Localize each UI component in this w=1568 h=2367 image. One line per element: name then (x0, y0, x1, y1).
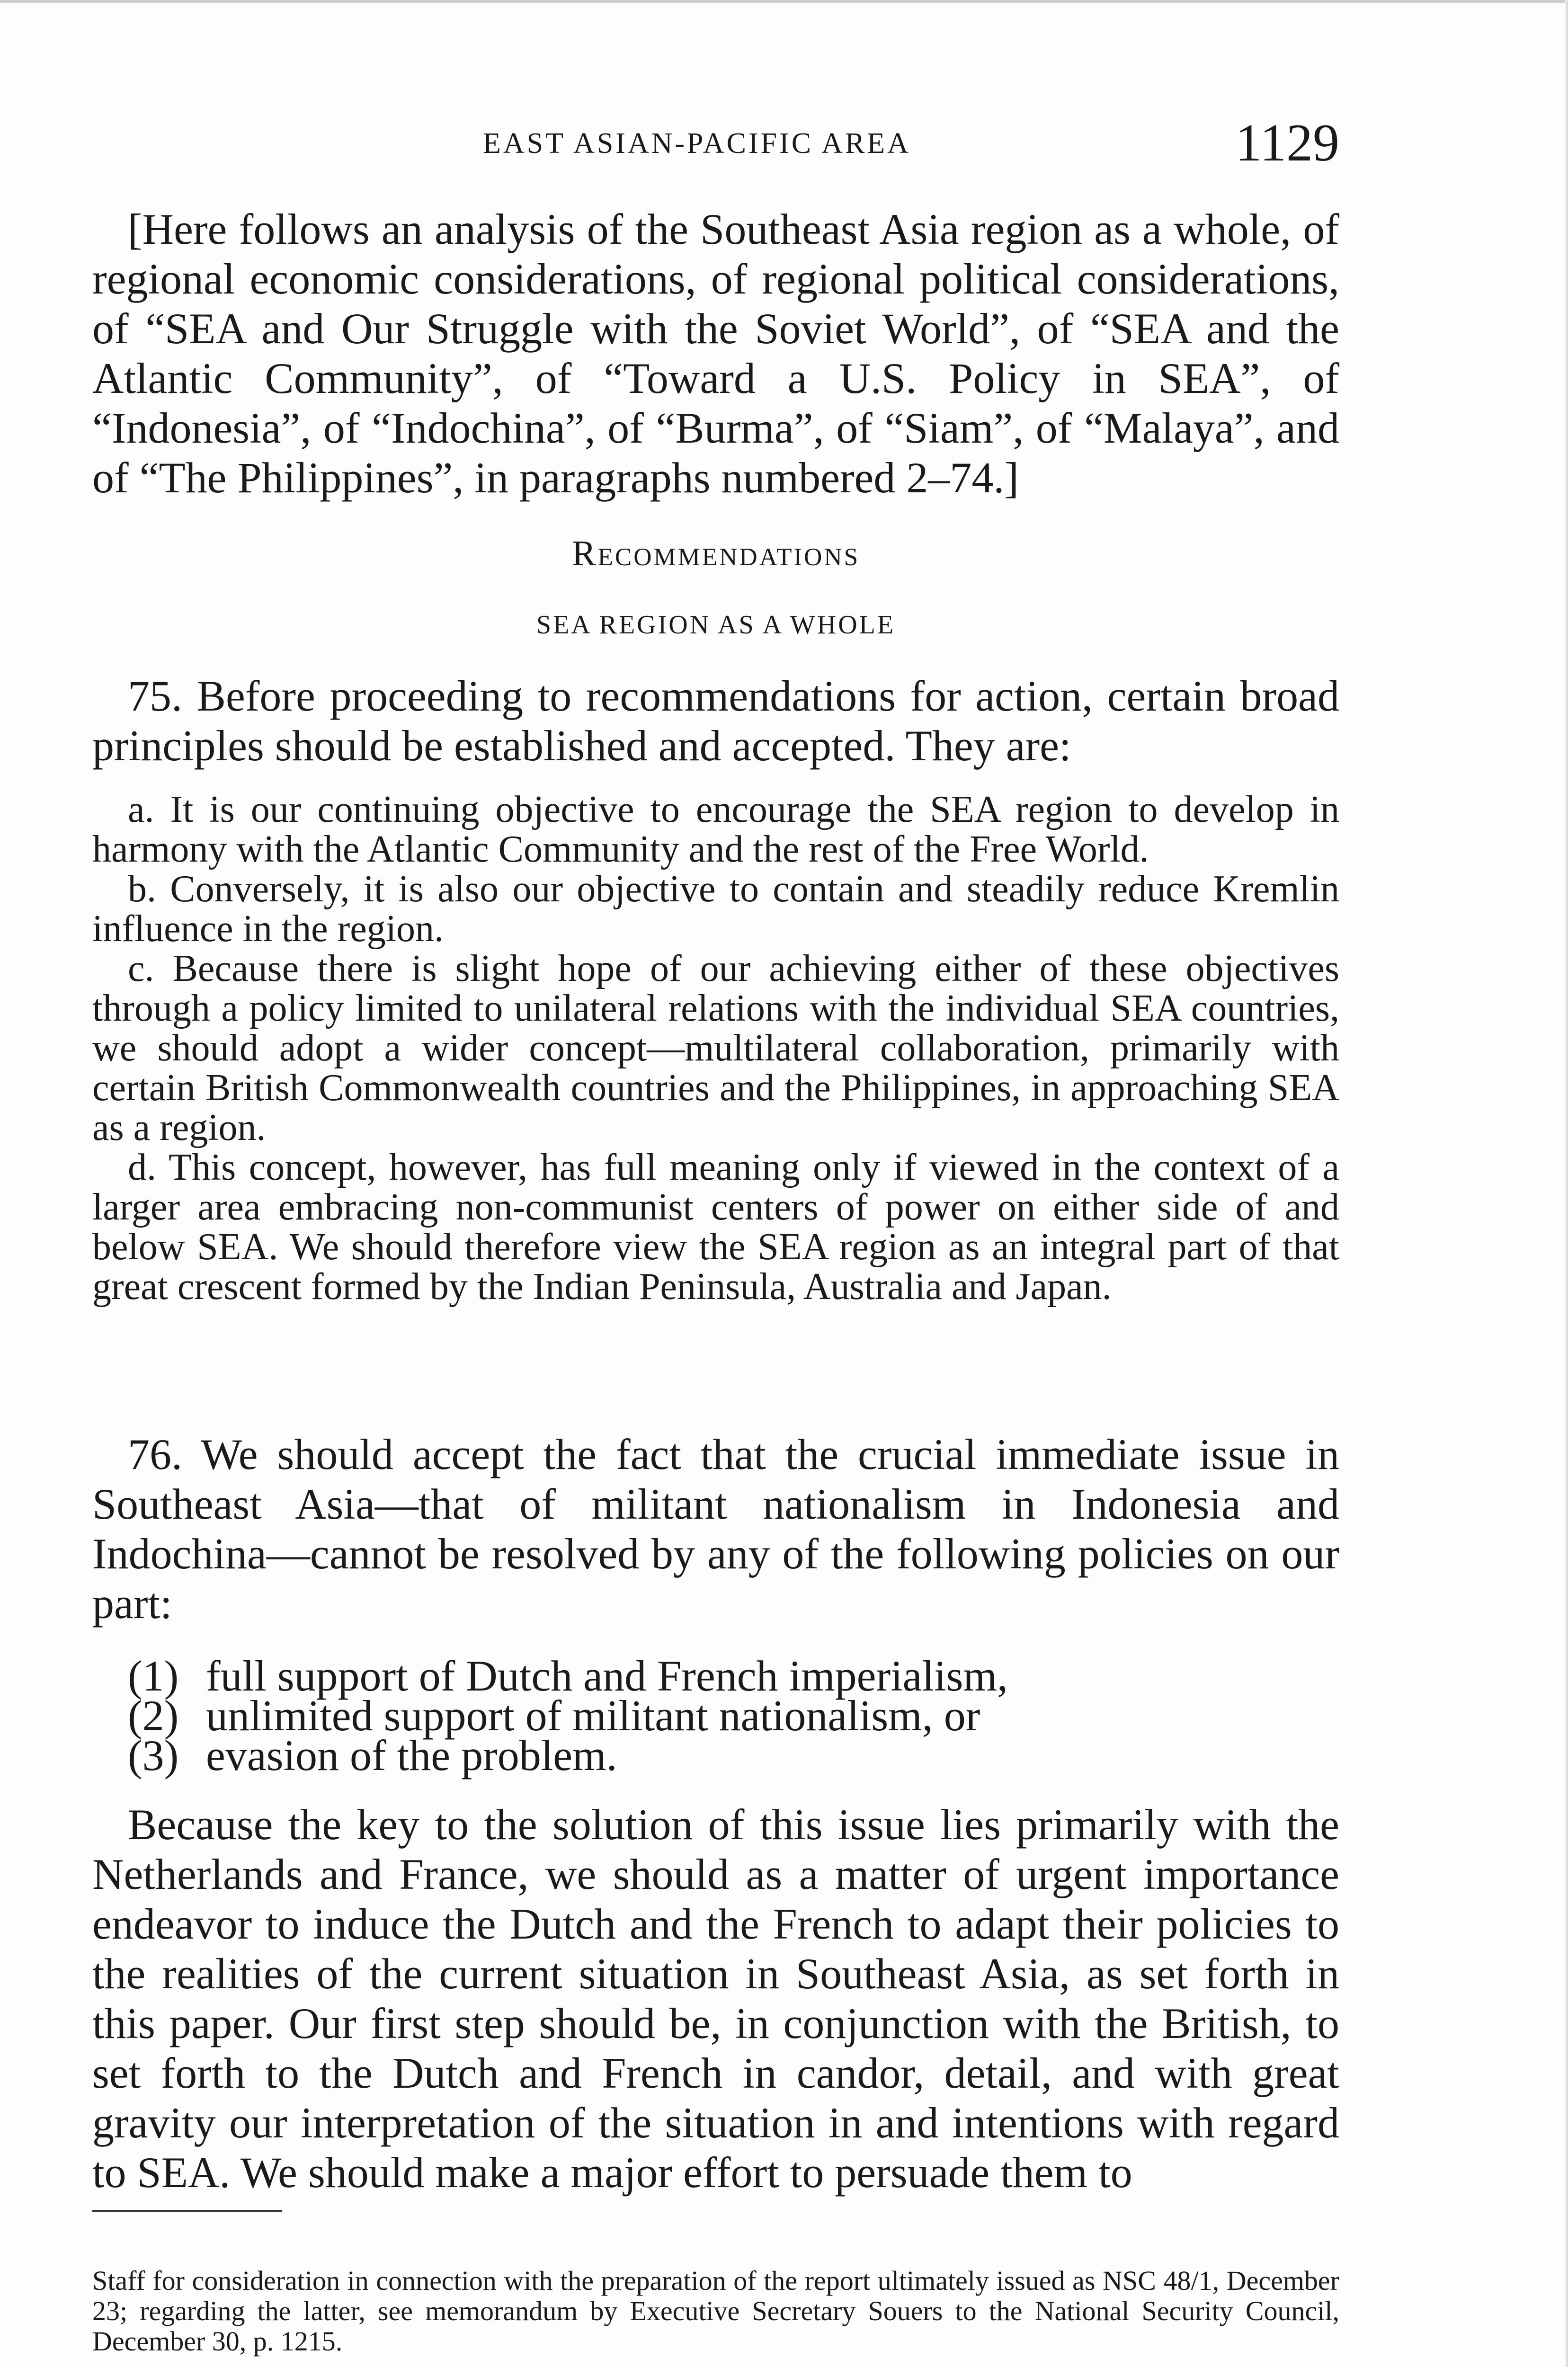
policy-item (128, 1731, 1311, 1780)
page-number: 1129 (1235, 114, 1339, 172)
subsection-heading: SEA REGION AS A WHOLE (536, 610, 896, 640)
principle-c: c. Because there is slight hope of our achieving either of these objectives through a policy limited to unilateral relations with the individual SEA countries, we should adopt a wider concept—multilateral collaboration, primarily with certain British Commonwealth countries and the Philippines, in approaching SEA as a region. (92, 948, 1339, 1148)
paragraph-76: 76. We should accept the fact that the crucial immediate issue in Southeast Asia—that of militant nationalism in Indonesia and Indochina—cannot be resolved by any of the following policies on our part: (92, 1430, 1339, 1628)
principles-list (92, 790, 1339, 1307)
policy-text: full support of Dutch and French imperialism, (206, 1652, 1008, 1700)
policy-text: evasion of the problem. (206, 1731, 617, 1780)
policy-list (128, 1652, 1311, 1780)
principle-d: d. This concept, however, has full meaning only if viewed in the context of a larger area embracing non-communist centers of power on either side of and below SEA. We should therefore view the SEA region as an integral part of that great crescent formed by the Indian Peninsula, Australia and Japan. (92, 1147, 1339, 1308)
footnote: Staff for consideration in connection with the preparation of the report ultimately issued as NSC 48/1, December 23; regarding the latter, see memorandum by Executive Secretary Souers to the National Security Council, December 30, p. 1215. (92, 2265, 1339, 2357)
paragraph-75: 75. Before proceeding to recommendations for action, certain broad principles should be established and accepted. They are: (92, 672, 1339, 770)
policy-number: (1) (128, 1652, 179, 1700)
policy-item (128, 1652, 1311, 1700)
policy-item (128, 1691, 1311, 1740)
running-head: EAST ASIAN-PACIFIC AREA (483, 127, 911, 160)
principle-b: b. Conversely, it is also our objective to contain and steadily reduce Kremlin influence in the region. (92, 868, 1339, 950)
footnote-rule (92, 2210, 282, 2212)
scan-right-edge (1565, 0, 1568, 2367)
scan-top-edge (0, 0, 1568, 3)
paragraph-76-continued: Because the key to the solution of this issue lies primarily with the Netherlands and France, we should as a matter of urgent importance endeavor to induce the Dutch and the French to adapt their policies to the realities of the current situation in Southeast Asia, as set forth in this paper. Our first step should be, in conjunction with the British, to set forth to the Dutch and French in candor, detail, and with great gravity our interpretation of the situation in and intentions with regard to SEA. We should make a major effort to persuade them to (92, 1800, 1339, 2197)
section-heading: Recommendations (571, 534, 860, 573)
policy-number: (2) (128, 1691, 179, 1740)
policy-number: (3) (128, 1731, 179, 1780)
policy-text: unlimited support of militant nationalism, or (206, 1691, 980, 1740)
intro-editorial-note: [Here follows an analysis of the Southeast Asia region as a whole, of regional economic considerations, of regional political considerations, of “SEA and Our Struggle with the Soviet World”, of “SEA and the Atlantic Community”, of “Toward a U.S. Policy in SEA”, of “Indonesia”, of “Indochina”, of “Burma”, of “Siam”, of “Malaya”, and of “The Philippines”, in paragraphs numbered 2–74.] (92, 205, 1339, 502)
principle-a: a. It is our continuing objective to encourage the SEA region to develop in harmony with the Atlantic Community and the rest of the Free World. (92, 789, 1339, 870)
